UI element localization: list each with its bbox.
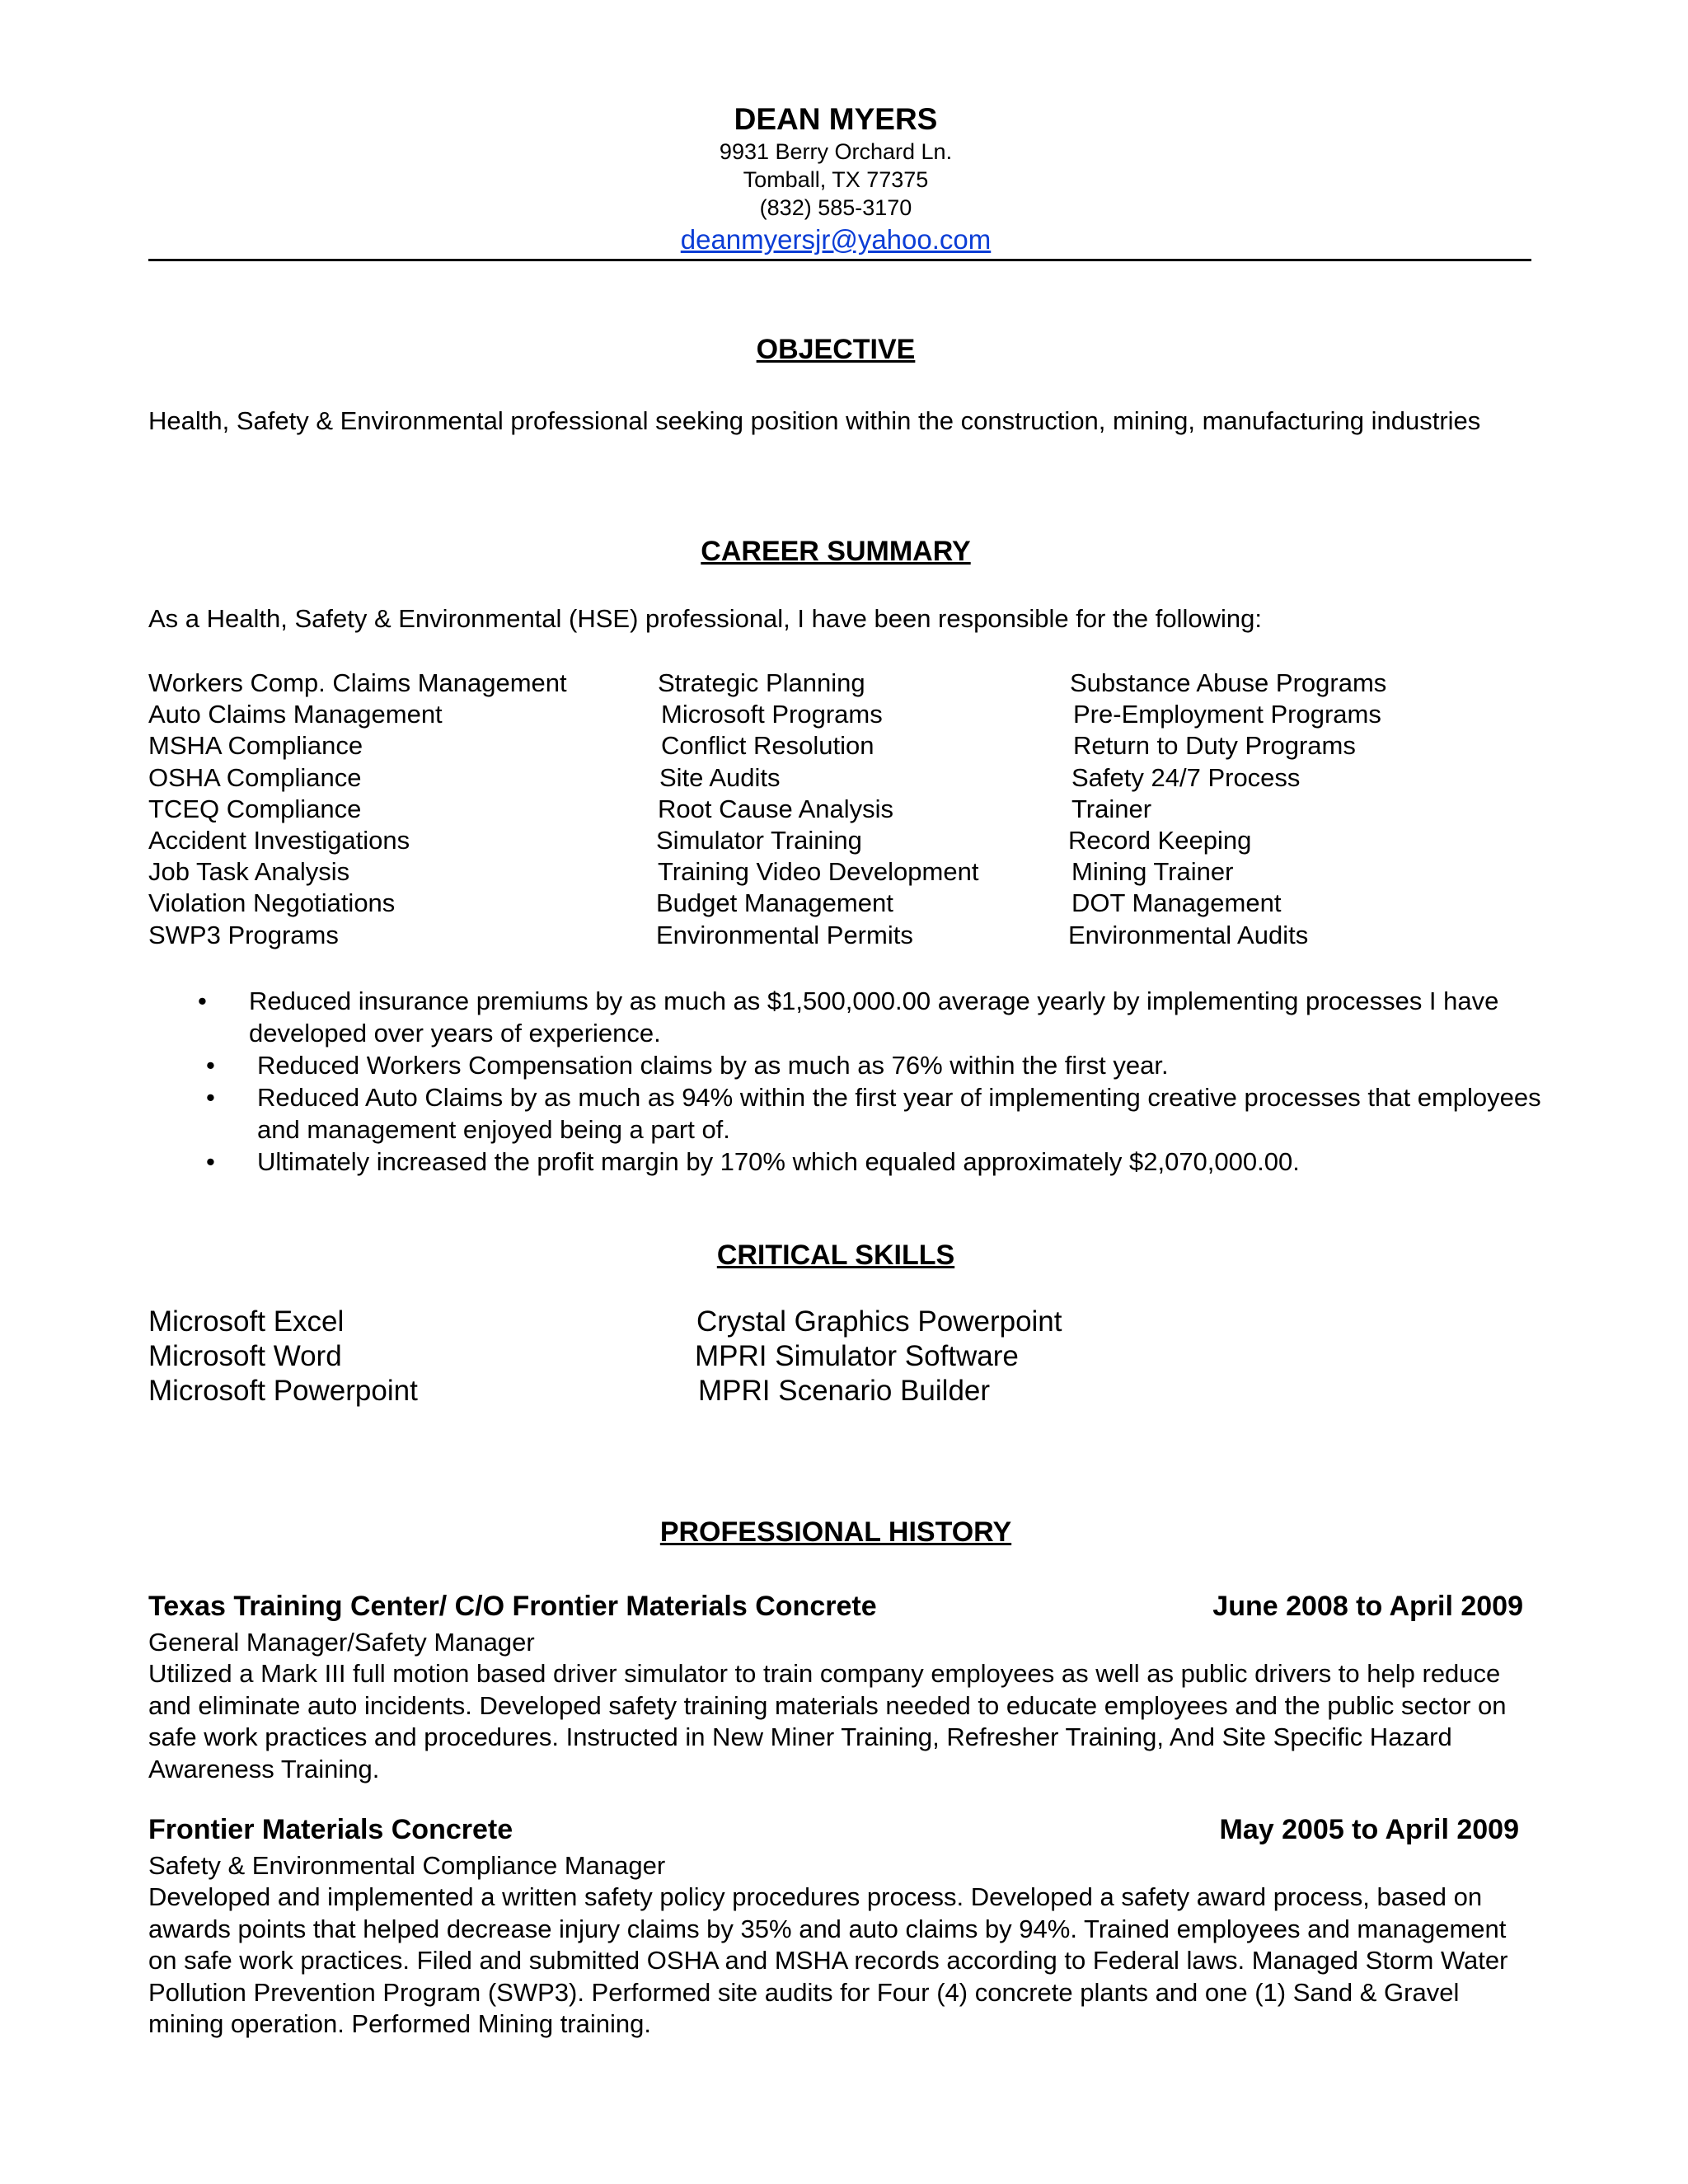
objective-heading: OBJECTIVE [756,334,916,365]
job-description: Developed and implemented a written safety policy procedures process. Developed a safety award process, based on awards points that helped decrease injury claims by 35% and auto claims by 94%. Trained employees and management on safe work practices. Filed and submitted OSHA and MSHA records according to Federal laws. Managed Storm Water Pollution Prevention Program (SWP3). Performed site audits for Four (4) concrete plants and one (1) Sand & Gravel mining operation. Performed Mining training. [148,1882,1508,2038]
professional-history-heading: PROFESSIONAL HISTORY [659,1516,1012,1548]
responsibility-item: Environmental Permits [656,921,913,949]
critical-skills-heading: CRITICAL SKILLS [716,1240,955,1271]
responsibility-item: Training Video Development [658,857,979,886]
achievements-list [198,985,1541,1178]
job-role: General Manager/Safety Manager [148,1628,535,1657]
achievement-text: Reduced insurance premiums by as much as $1,500,000.00 average yearly by implementing processes I have developed over years of experience. [249,987,1499,1047]
job-company: Texas Training Center/ C/O Frontier Materials Concrete [148,1591,877,1622]
responsibility-item: OSHA Compliance [148,763,362,792]
responsibility-item: Simulator Training [656,826,862,855]
skill-item: Microsoft Word [148,1340,342,1372]
achievement-text: Reduced Auto Claims by as much as 94% within the first year of implementing creative processes that employees and management enjoyed being a part of. [257,1083,1541,1144]
skill-item: MPRI Simulator Software [695,1340,1019,1372]
candidate-name: DEAN MYERS [734,102,938,136]
skill-item: Crystal Graphics Powerpoint [696,1305,1062,1338]
responsibility-item: Mining Trainer [1071,857,1234,886]
responsibility-item: Strategic Planning [658,668,865,697]
responsibility-item: Budget Management [656,888,893,917]
job-dates: June 2008 to April 2009 [1212,1591,1523,1622]
bullet-icon: • [198,987,207,1015]
responsibility-item: TCEQ Compliance [148,794,362,823]
skill-item: Microsoft Excel [148,1305,345,1338]
responsibility-item: Environmental Audits [1068,921,1309,949]
responsibility-item: Pre-Employment Programs [1073,700,1381,729]
bullet-icon: • [206,1147,215,1176]
responsibility-item: Microsoft Programs [661,700,883,729]
responsibility-item: Violation Negotiations [148,888,396,917]
responsibility-item: Safety 24/7 Process [1071,763,1301,792]
bullet-icon: • [206,1083,215,1112]
job-dates: May 2005 to April 2009 [1219,1814,1519,1845]
responsibility-item: Job Task Analysis [148,857,350,886]
phone-number: (832) 585-3170 [759,195,912,220]
job-description: Utilized a Mark III full motion based driver simulator to train company employees as well as public drivers to help reduce and eliminate auto incidents. Developed safety training materials needed to educate employees and the public sector on safe work practices and procedures. Instructed in New Miner Training, Refresher Training, And Site Specific Hazard Awareness Training. [148,1659,1507,1783]
responsibility-item: Auto Claims Management [148,700,443,729]
responsibility-item: Return to Duty Programs [1073,731,1356,760]
responsibility-item: SWP3 Programs [148,921,339,949]
objective-text: Health, Safety & Environmental professional seeking position within the construction, mining, manufacturing industries [148,406,1481,435]
skill-item: MPRI Scenario Builder [698,1375,991,1407]
responsibility-item: Substance Abuse Programs [1070,668,1387,697]
responsibility-item: MSHA Compliance [148,731,363,760]
responsibility-item: Workers Comp. Claims Management [148,668,567,697]
responsibility-item: Site Audits [659,763,781,792]
header-divider [148,259,1531,261]
address-line-2: Tomball, TX 77375 [743,167,929,192]
address-line-1: 9931 Berry Orchard Ln. [719,139,953,164]
responsibility-item: Accident Investigations [148,826,410,855]
responsibility-item: DOT Management [1071,888,1282,917]
email-link[interactable]: deanmyersjr@yahoo.com [680,224,992,255]
career-summary-heading: CAREER SUMMARY [701,536,971,567]
achievement-text: Reduced Workers Compensation claims by as much as 76% within the first year. [257,1051,1169,1080]
achievement-item [206,1081,1541,1146]
achievement-item [206,1049,1541,1081]
skill-item: Microsoft Powerpoint [148,1375,418,1407]
responsibility-item: Trainer [1071,794,1152,823]
job-company: Frontier Materials Concrete [148,1814,513,1845]
responsibility-item: Record Keeping [1068,826,1252,855]
bullet-icon: • [206,1051,215,1080]
achievement-item [198,985,1541,1049]
career-summary-intro: As a Health, Safety & Environmental (HSE) professional, I have been responsible for the following: [148,604,1262,633]
responsibility-item: Root Cause Analysis [658,794,894,823]
achievement-item [206,1146,1541,1178]
responsibility-item: Conflict Resolution [661,731,874,760]
achievement-text: Ultimately increased the profit margin by 170% which equaled approximately $2,070,000.00. [257,1147,1300,1176]
job-role: Safety & Environmental Compliance Manager [148,1851,666,1880]
